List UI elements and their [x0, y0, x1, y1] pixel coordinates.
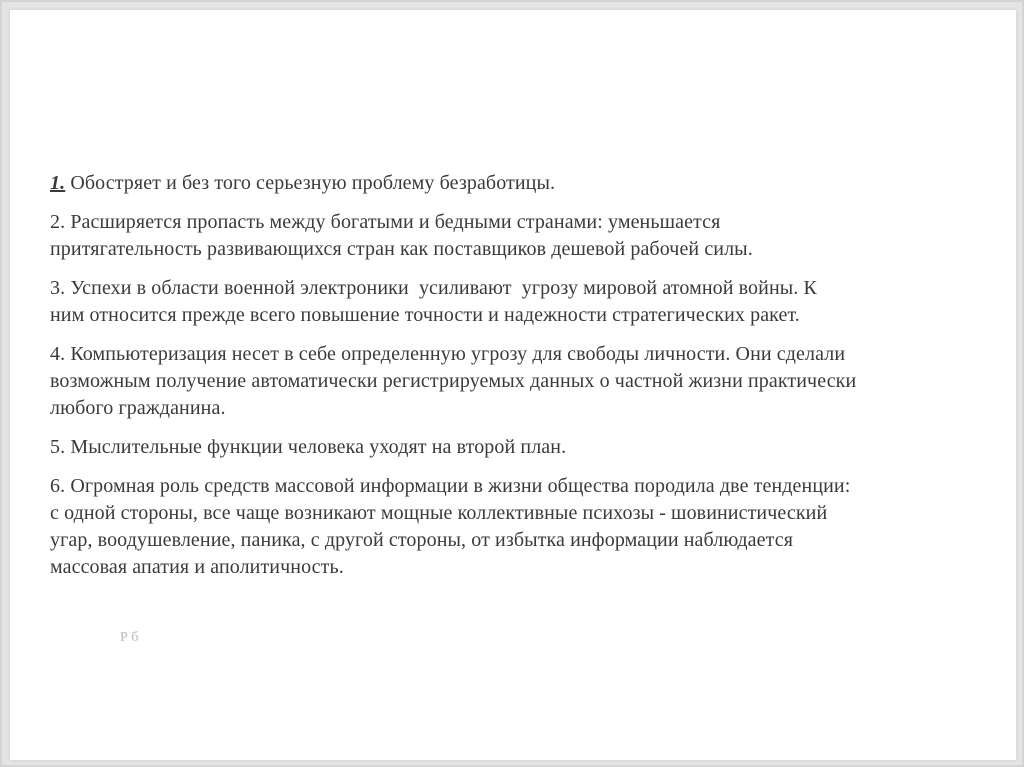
consequences-list	[50, 170, 1010, 593]
list-item	[50, 473, 1010, 581]
slide	[10, 10, 1016, 760]
list-item-number: 1.	[50, 172, 66, 194]
list-item-line: угар, воодушевление, паника, с другой стороны, от избытка информации наблюдается	[50, 529, 793, 551]
list-item-number: 6.	[50, 475, 66, 497]
list-item-number: 5.	[50, 436, 66, 458]
list-item-line: 6. Огромная роль средств массовой информации в жизни общества породила две тенденции:	[50, 475, 851, 497]
list-item-line: массовая апатия и аполитичность.	[50, 556, 344, 578]
list-item	[50, 341, 1010, 422]
list-item-line: 4. Компьютеризация несет в себе определенную угрозу для свободы личности. Они сделали	[50, 343, 846, 365]
list-item-line: ним относится прежде всего повышение точности и надежности стратегических ракет.	[50, 304, 800, 326]
list-item-number: 4.	[50, 343, 66, 365]
list-item-line: 5. Мыслительные функции человека уходят на второй план.	[50, 436, 567, 458]
list-item-number: 2.	[50, 211, 66, 233]
list-item-line: любого гражданина.	[50, 397, 226, 419]
list-item-line: 1. Обостряет и без того серьезную проблему безработицы.	[50, 172, 556, 194]
list-item-line: возможным получение автоматически регистрируемых данных о частной жизни практически	[50, 370, 857, 392]
list-item	[50, 275, 1010, 329]
list-item	[50, 209, 1010, 263]
list-item-line: 3. Успехи в области военной электроники усиливают угрозу мировой атомной войны. К	[50, 277, 817, 299]
list-item-line: 2. Расширяется пропасть между богатыми и бедными странами: уменьшается	[50, 211, 721, 233]
list-item	[50, 434, 1010, 461]
list-item-number: 3.	[50, 277, 66, 299]
list-item-line: притягательность развивающихся стран как поставщиков дешевой рабочей силы.	[50, 238, 753, 260]
list-item-line: с одной стороны, все чаще возникают мощные коллективные психозы - шовинистический	[50, 502, 828, 524]
cutoff-text-fragment: Р б	[120, 630, 139, 645]
list-item	[50, 170, 1010, 197]
